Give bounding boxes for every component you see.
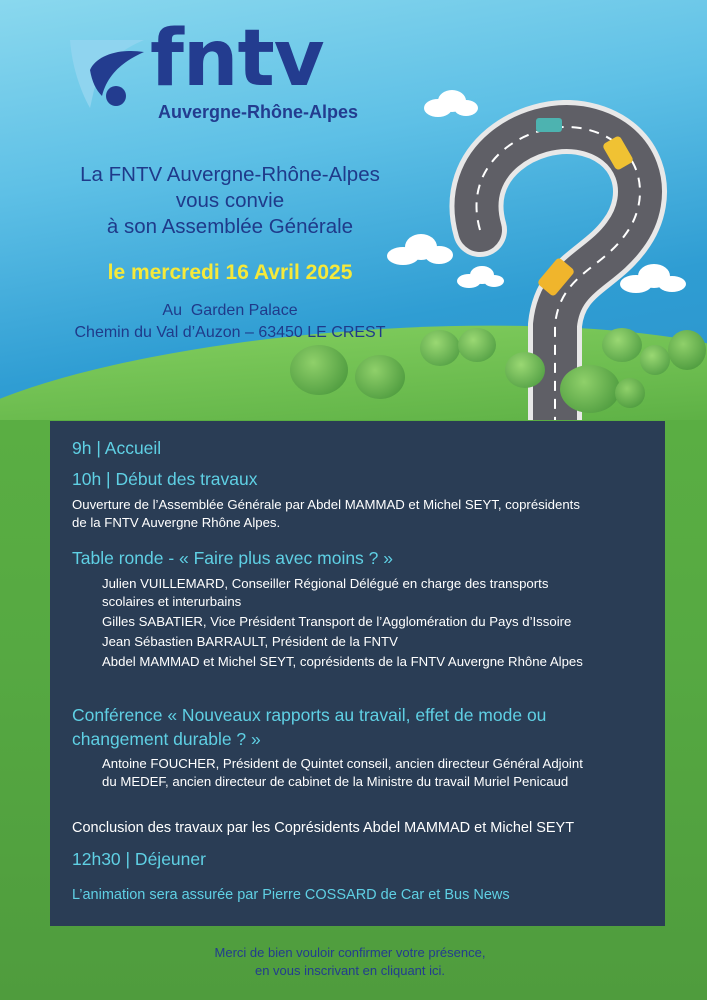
conference-line-1: Conférence « Nouveaux rapports au travail, effet de mode ou	[72, 705, 547, 725]
program-conclusion: Conclusion des travaux par les Coprésidents Abdel MAMMAD et Michel SEYT	[72, 820, 575, 836]
fntv-logo-mark-icon	[66, 30, 156, 110]
tree	[290, 345, 348, 395]
conference-speaker	[102, 755, 583, 791]
venue	[30, 300, 430, 344]
tree	[560, 365, 620, 413]
tree	[458, 328, 496, 362]
venue-address: Chemin du Val d’Auzon – 63450 LE CREST	[74, 324, 386, 341]
invitation-text	[30, 162, 430, 240]
invitation-line-1: La FNTV Auvergne-Rhône-Alpes	[80, 163, 380, 186]
logo-wordmark: fntv	[150, 14, 324, 104]
road-question-mark-illustration	[440, 100, 680, 425]
tree	[355, 355, 405, 399]
program-debut-travaux: 10h | Début des travaux	[72, 469, 258, 489]
program-animation: L’animation sera assurée par Pierre COSSARD de Car et Bus News	[72, 887, 510, 903]
program-panel	[50, 421, 665, 926]
program-conference	[72, 703, 546, 751]
venue-name: Au Garden Palace	[162, 302, 298, 319]
tree	[602, 328, 642, 362]
table-ronde-speakers	[102, 575, 583, 671]
program-ouverture	[72, 496, 580, 532]
conference-speaker-line-2: du MEDEF, ancien directeur de cabinet de la Ministre du travail Muriel Penicaud	[102, 774, 569, 789]
speaker-line: Gilles SABATIER, Vice Président Transport de l’Agglomération du Pays d’Issoire	[102, 614, 572, 629]
fntv-logo	[66, 14, 376, 130]
conference-line-2: changement durable ? »	[72, 729, 261, 749]
speaker-line: Abdel MAMMAD et Michel SEYT, coprésidents de la FNTV Auvergne Rhône Alpes	[102, 654, 583, 669]
rsvp-line-1: Merci de bien vouloir confirmer votre présence,	[214, 945, 486, 960]
conference-speaker-line-1: Antoine FOUCHER, Président de Quintet conseil, ancien directeur Général Adjoint	[102, 756, 583, 771]
program-dejeuner: 12h30 | Déjeuner	[72, 849, 206, 869]
invitation-line-2: vous convie	[175, 189, 285, 212]
tree	[615, 378, 645, 408]
event-date: le mercredi 16 Avril 2025	[107, 261, 353, 284]
program-accueil: 9h | Accueil	[72, 438, 162, 458]
rsvp-note[interactable]	[150, 944, 550, 980]
rsvp-link[interactable]: en vous inscrivant en cliquant ici.	[254, 963, 446, 978]
speaker-line: Julien VUILLEMARD, Conseiller Régional Délégué en charge des transports	[102, 576, 549, 591]
tree	[640, 345, 670, 375]
speaker-line: Jean Sébastien BARRAULT, Président de la FNTV	[102, 634, 398, 649]
program-table-ronde: Table ronde - « Faire plus avec moins ? »	[72, 548, 393, 568]
ouverture-line-2: de la FNTV Auvergne Rhône Alpes.	[72, 515, 281, 530]
tree	[505, 352, 545, 388]
teal-van-icon	[536, 118, 562, 132]
ouverture-line-1: Ouverture de l’Assemblée Générale par Abdel MAMMAD et Michel SEYT, coprésidents	[72, 497, 580, 512]
tree	[668, 330, 706, 370]
speaker-line: scolaires et interurbains	[102, 594, 242, 609]
invitation-line-3: à son Assemblée Générale	[106, 215, 354, 238]
logo-region: Auvergne-Rhône-Alpes	[158, 102, 359, 122]
